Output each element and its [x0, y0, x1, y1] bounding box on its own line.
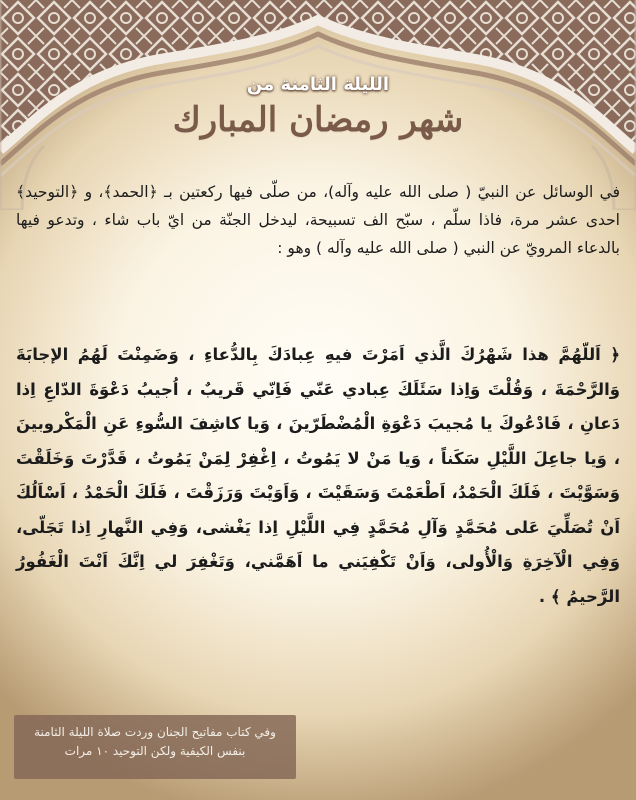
month-title: شهر رمضان المبارك — [172, 100, 464, 140]
supplication-text: ﴿ اَللّهُمَّ هذا شَهْرُكَ الَّذي اَمَرْتَ فيهِ عِبادَكَ بِالدُّعاءِ ، وَضَمِنْتَ لَهُمُ الإجابَةَ وَالرَّحْمَةَ ، وَقُلْتَ وَاِذا سَئَلَكَ عِبادي عَنّي فَاِنّي قَريبٌ ، اُجيبُ دَعْوَةَ الدّاعِ اِذا دَعانِ ، فَادْعُوكَ يا مُجيبَ دَعْوَةِ الْمُضْطَرّينَ ، وَيا كاشِفَ السُّوءِ عَنِ الْمَكْروبينَ ، وَيا جاعِلَ اللَّيْلِ سَكَناً ، وَيا مَنْ لا يَمُوتُ ، اِغْفِرْ لِمَنْ يَمُوتُ ، قَدَّرْتَ وَخَلَقْتَ وَسَوَّيْتَ ، فَلَكَ الْحَمْدُ، اَطْعَمْتَ وَسَقَيْتَ ، وَاَوَيْتَ وَرَزَقْتَ ، فَلَكَ الْحَمْدُ ، اَسْاَلُكَ اَنْ تُصَلِّيَ عَلى مُحَمَّدٍ وَآلِ مُحَمَّدٍ فِي اللَّيْلِ اِذا يَغْشى، وَفِي النَّهارِ اِذا تَجَلّى، وَفِي الْآخِرَةِ وَالْأُولى، وَاَنْ تَكْفِيَني ما اَهَمَّني، وَتَغْفِرَ لي اِنَّكَ اَنْتَ الْغَفُورُ الرَّحيمُ ﴾ . — [16, 345, 620, 606]
night-title: الليلة الثامنة من — [246, 74, 390, 95]
intro-paragraph: في الوسائل عن النبيّ ( صلى الله عليه وآله)، من صلّى فيها ركعتين بـ ﴿الحمد﴾، و ﴿التوحيد﴾ احدى عشر مرة، فاذا سلّم ، سبّح الف تسبيحة، ليدخل الجنّة من ايّ باب شاء ، وتدعو فيها بالدعاء المرويّ عن النبي ( صلى الله عليه وآله ) وهو : — [16, 183, 620, 257]
footnote-box: وفي كتاب مفاتيح الجنان وردت صلاة الليلة الثامنة بنفس الكيفية ولكن التوحيد ١٠ مرات — [14, 715, 296, 779]
